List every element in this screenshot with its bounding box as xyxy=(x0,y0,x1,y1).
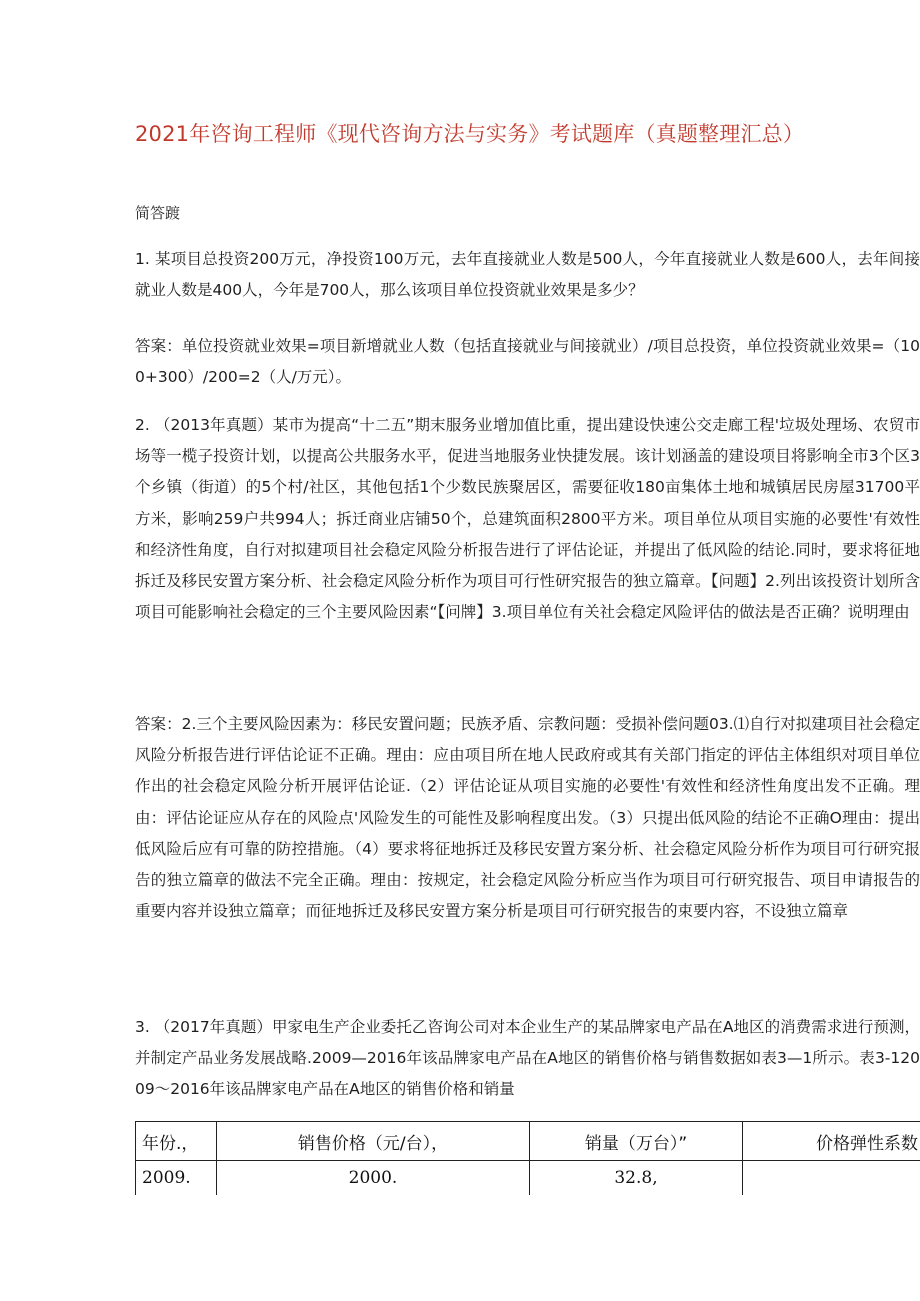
table-cell: 32.8, xyxy=(530,1161,743,1196)
table-row xyxy=(136,1161,920,1196)
table-header-cell: 年份.， xyxy=(136,1122,217,1161)
table-cell: 2000. xyxy=(217,1161,530,1196)
table-header-cell: 销量（万台）” xyxy=(530,1122,743,1161)
answer-1: 答案：单位投资就业效果=项目新增就业人数（包括直接就业与间接就业）/项目总投资，单位投资就业效果=（100+300）/200=2（人/万元）。 xyxy=(135,337,920,387)
question-2: 2. （2013年真题）某市为提高“十二五”期末服务业增加值比重，提出建设快速公交走廊工程'垃圾处理场、农贸市场等一榄子投资计划，以提高公共服务水平，促进当地服务业快捷发展。该计划涵盖的建设项目将影响全市3个区3个乡镇（街道）的5个村/社区，其他包括1个少数民族聚居区，需要征收180亩集体土地和城镇居民房屋31700平方米，影响259户共994人；拆迁商业店铺50个，总建筑面积2800平方米。项目单位从项目实施的必要性'有效性和经济性角度，自行对拟建项目社会稳定风险分析报告进行了评估论证，并提出了低风险的结论.同时，要求将征地拆迁及移民安置方案分析、社会稳定风险分析作为项目可行性研究报告的独立篇章。【问题】2.列出该投资计划所含项目可能影响社会稳定的三个主要风险因素“【问牌】3.项目单位有关社会稳定风险评估的做法是否正确？说明理由 xyxy=(135,416,920,622)
table-cell xyxy=(743,1161,920,1196)
table-header-cell: 价格弹性系数 xyxy=(743,1122,920,1161)
section-label: 简答踱 xyxy=(135,204,181,222)
question-1: 1. 某项目总投资200万元，净投资100万元，去年直接就业人数是500人，今年直接就业人数是600人，去年间接就业人数是400人，今年是700人，那么该项目单位投资就业效果是多少？ xyxy=(135,250,920,300)
price-sales-table xyxy=(135,1121,920,1195)
table-header-cell: 销售价格（元/台）， xyxy=(217,1122,530,1161)
answer-2: 答案：2.三个主要风险因素为：移民安置问题；民族矛盾、宗教问题：受损补偿问题03.⑴自行对拟建项目社会稳定风险分析报告进行评估论证不正确。理由：应由项目所在地人民政府或其有关部门指定的评估主体组织对项目单位作出的社会稳定风险分析开展评估论证.（2）评估论证从项目实施的必要性'有效性和经济性角度出发不正确。理由：评估论证应从存在的风险点'风险发生的可能性及影响程度出发。（3）只提出低风险的结论不正确O理由：提出低风险后应有可靠的防控措施。（4）要求将征地拆迁及移民安置方案分析、社会稳定风险分析作为项目可行研究报告的独立篇章的做法不完全正确。理由：按规定，社会稳定风险分析应当作为项目可行研究报告、项目申请报告的重要内容并设独立篇章；而征地拆迁及移民安置方案分析是项目可行研究报告的束要内容，不设独立篇章 xyxy=(135,715,920,921)
question-3: 3. （2017年真题）甲家电生产企业委托乙咨询公司对本企业生产的某品牌家电产品在A地区的消费需求进行预测，并制定产品业务发展战略.2009—2016年该品牌家电产品在A地区的销售价格与销售数据如表3—1所示。表3-12009～2016年该品牌家电产品在A地区的销售价格和销量 xyxy=(135,1018,920,1099)
table-header-row xyxy=(136,1122,920,1161)
table-cell: 2009. xyxy=(136,1161,217,1196)
document-title: 2021年咨询工程师《现代咨询方法与实务》考试题库（真题整理汇总） xyxy=(135,122,805,146)
